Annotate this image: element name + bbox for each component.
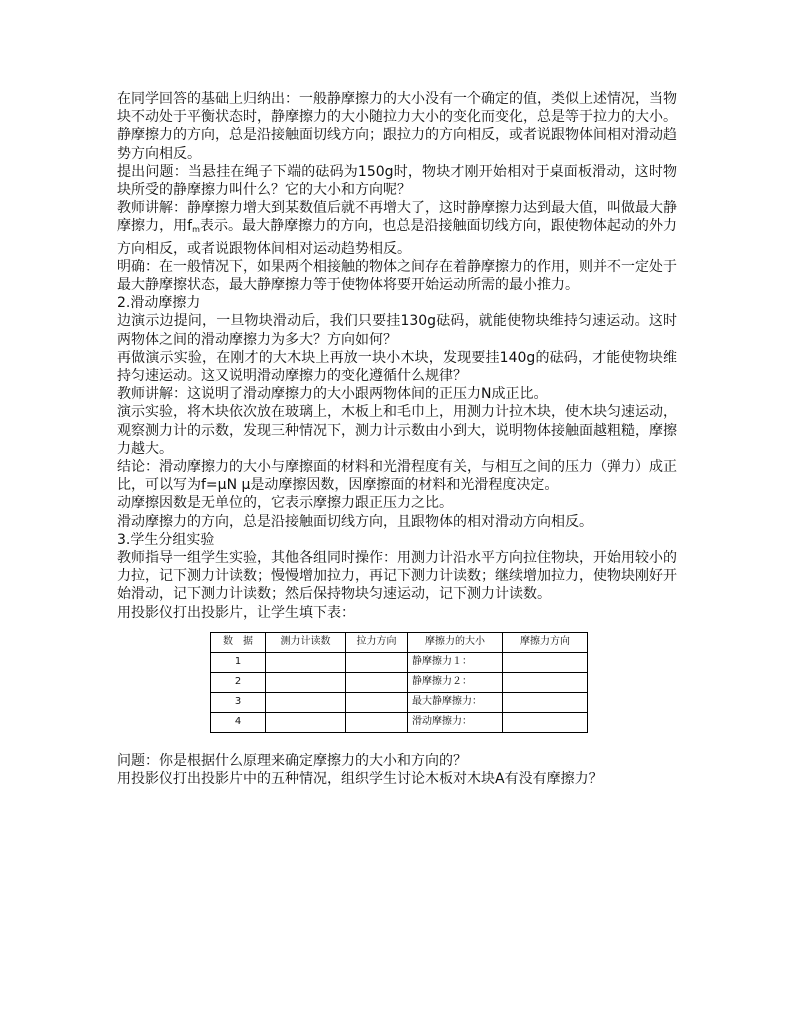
table-cell	[503, 692, 588, 712]
table-header-cell: 摩擦力的大小	[408, 632, 503, 652]
table-cell: 1	[211, 652, 266, 672]
table-cell	[266, 692, 346, 712]
table-cell: 滑动摩擦力：	[408, 712, 503, 732]
table-cell	[266, 672, 346, 692]
table-row	[211, 652, 588, 672]
table-cell: 2	[211, 672, 266, 692]
teacher-text-after: 表示。最大静摩擦力的方向，也总是沿接触面切线方向，跟使物体起动的外力方向相反，或者说跟物体间相对运动趋势相反。	[117, 218, 677, 257]
paragraph-teacher-normal-force: 教师讲解：这说明了滑动摩擦力的大小跟两物体间的正压力N成正比。	[117, 386, 548, 403]
table-cell	[503, 712, 588, 732]
paragraph-summary: 在同学回答的基础上归纳出：一般静摩擦力的大小没有一个确定的值，类似上述情况，当物块不动处于平衡状态时，静摩擦力的大小随拉力大小的变化而变化，总是等于拉力的大小。静摩擦力的方向，总是沿接触面切线方向；跟拉力的方向相反，或者说跟物体间相对滑动趋势方向相反。	[117, 91, 677, 162]
paragraph-demo-question: 边演示边提问，一旦物块滑动后，我们只要挂130g砝码，就能使物块维持匀速运动。这时两物体之间的滑动摩擦力为多大？方向如何？	[117, 313, 677, 348]
subscript-m: m	[192, 225, 200, 235]
paragraph-final-discussion: 用投影仪打出投影片中的五种情况，组织学生讨论木板对木块A有没有摩擦力？	[117, 771, 603, 788]
paragraph-clarify: 明确：在一般情况下，如果两个相接触的物体之间存在着静摩擦力的作用，则并不一定处于最大静摩擦状态，最大静摩擦力等于使物体将要开始运动所需的最小推力。	[117, 258, 677, 294]
table-cell	[346, 652, 408, 672]
table-cell: 3	[211, 692, 266, 712]
table-header-cell: 拉力方向	[346, 632, 408, 652]
section-heading-sliding: 2.滑动摩擦力	[117, 295, 201, 312]
table-cell: 最大静摩擦力：	[408, 692, 503, 712]
table-row	[211, 712, 588, 732]
table-cell	[503, 652, 588, 672]
table-row	[211, 692, 588, 712]
document-page	[117, 90, 677, 788]
paragraph-teacher-max-static	[117, 199, 677, 258]
table-header-cell: 数 据	[211, 632, 266, 652]
paragraph-final-question: 问题：你是根据什么原理来确定摩擦力的大小和方向的？	[117, 752, 467, 769]
paragraph-direction: 滑动摩擦力的方向，总是沿接触面切线方向，且跟物体的相对滑动方向相反。	[117, 513, 593, 530]
table-header-cell: 摩擦力方向	[503, 632, 588, 652]
table-row	[211, 672, 588, 692]
table-cell: 静摩擦力２：	[408, 672, 503, 692]
data-table	[210, 632, 588, 733]
table-cell	[346, 712, 408, 732]
data-table-wrapper	[210, 632, 677, 733]
paragraph-coefficient: 动摩擦因数是无单位的，它表示摩擦力跟正压力之比。	[117, 495, 453, 512]
table-cell	[346, 672, 408, 692]
table-header-cell: 测力计读数	[266, 632, 346, 652]
paragraph-projector: 用投影仪打出投影片，让学生填下表：	[117, 604, 355, 621]
table-cell: 静摩擦力１：	[408, 652, 503, 672]
section-heading-group-experiment: 3.学生分组实验	[117, 531, 215, 548]
table-cell	[266, 712, 346, 732]
paragraph-demo-surfaces: 演示实验，将木块依次放在玻璃上，木板上和毛巾上，用测力计拉木块，使木块匀速运动，观察测力计的示数，发现三种情况下，测力计示数由小到大，说明物体接触面越粗糙，摩擦力越大。	[117, 404, 677, 457]
table-cell	[503, 672, 588, 692]
teacher-text-before: 教师讲解：静摩擦力增大到某数值后就不再增大了，这时静摩擦力达到最大值，叫做最大静摩擦力，用f	[117, 200, 677, 235]
paragraph-conclusion: 结论：滑动摩擦力的大小与摩擦面的材料和光滑程度有关，与相互之间的压力（弹力）成正比，可以写为f=μN μ是动摩擦因数，因摩擦面的材料和光滑程度决定。	[117, 459, 677, 494]
table-cell	[346, 692, 408, 712]
table-cell: 4	[211, 712, 266, 732]
table-header-row	[211, 632, 588, 652]
paragraph-demo-again: 再做演示实验，在刚才的大木块上再放一块小木块，发现要挂140g的砝码，才能使物块维持匀速运动。这又说明滑动摩擦力的变化遵循什么规律？	[117, 349, 677, 385]
paragraph-group-instructions: 教师指导一组学生实验，其他各组同时操作：用测力计沿水平方向拉住物块，开始用较小的力拉，记下测力计读数；慢慢增加拉力，再记下测力计读数；继续增加拉力，使物块刚好开始滑动，记下测力计读数；然后保持物块匀速运动，记下测力计读数。	[117, 550, 677, 603]
paragraph-question: 提出问题：当悬挂在绳子下端的砝码为150g时，物块才刚开始相对于桌面板滑动，这时物块所受的静摩擦力叫什么？它的大小和方向呢？	[117, 163, 677, 199]
table-cell	[266, 652, 346, 672]
